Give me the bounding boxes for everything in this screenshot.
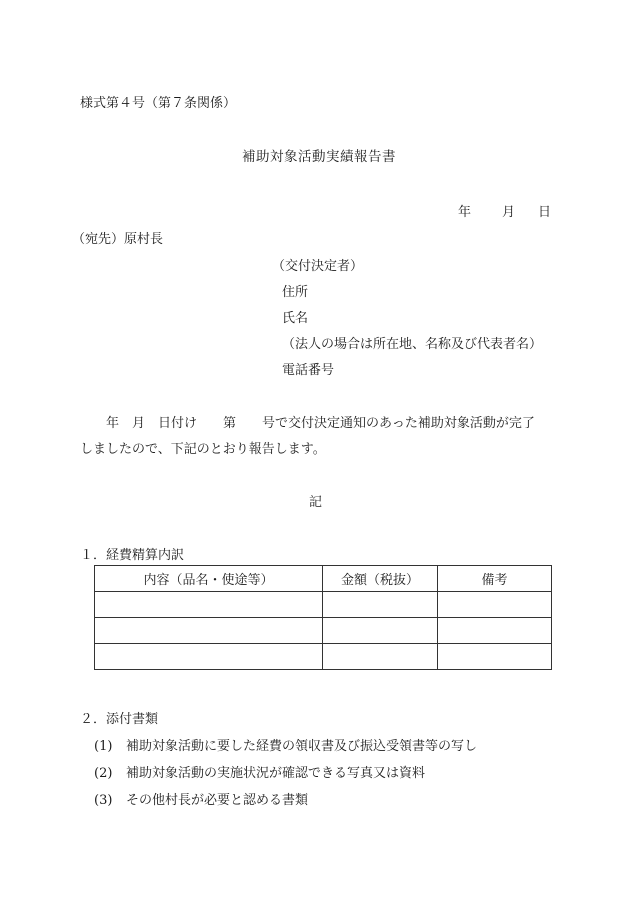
date-year: 年 — [458, 205, 472, 220]
body-line-1: 年 月 日付け 第 号で交付決定通知のあった補助対象活動が完了 — [106, 416, 535, 431]
date-day: 日 — [538, 205, 552, 220]
list-item-number: (2) — [94, 766, 113, 781]
applicant-heading: （交付決定者） — [272, 259, 364, 274]
list-item-text: 補助対象活動に要した経費の領収書及び振込受領書等の写し — [126, 739, 478, 754]
column-header-remarks: 備考 — [438, 566, 552, 592]
form-number: 様式第４号（第７条関係） — [80, 96, 237, 111]
table-header-row — [95, 566, 552, 592]
table-cell — [438, 618, 552, 644]
column-header-amount: 金額（税抜） — [323, 566, 438, 592]
table-cell — [95, 618, 323, 644]
section-1-heading: １．経費精算内訳 — [80, 548, 185, 563]
body-line-2: しましたので、下記のとおり報告します。 — [80, 442, 326, 457]
table-cell — [95, 644, 323, 670]
date-month: 月 — [502, 205, 516, 220]
column-header-content: 内容（品名・使途等） — [95, 566, 323, 592]
table-cell — [323, 592, 438, 618]
applicant-address-label: 住所 — [282, 285, 309, 300]
table-cell — [438, 592, 552, 618]
expense-table — [94, 565, 552, 670]
list-item-text: その他村長が必要と認める書類 — [126, 793, 309, 808]
table-cell — [438, 644, 552, 670]
list-item-number: (3) — [94, 793, 113, 808]
table-row — [95, 644, 552, 670]
addressee: （宛先）原村長 — [72, 232, 164, 247]
section-2-heading: ２．添付書類 — [80, 712, 159, 727]
applicant-name-label: 氏名 — [282, 311, 309, 326]
table-cell — [323, 644, 438, 670]
applicant-phone-label: 電話番号 — [282, 363, 335, 378]
table-cell — [323, 618, 438, 644]
table-row — [95, 592, 552, 618]
list-item-text: 補助対象活動の実施状況が確認できる写真又は資料 — [126, 766, 426, 781]
list-item-number: (1) — [94, 739, 113, 754]
ki-heading: 記 — [309, 495, 323, 510]
table-cell — [95, 592, 323, 618]
document-title: 補助対象活動実績報告書 — [242, 149, 396, 165]
table-row — [95, 618, 552, 644]
applicant-corporate-note: （法人の場合は所在地、名称及び代表者名） — [282, 337, 543, 352]
